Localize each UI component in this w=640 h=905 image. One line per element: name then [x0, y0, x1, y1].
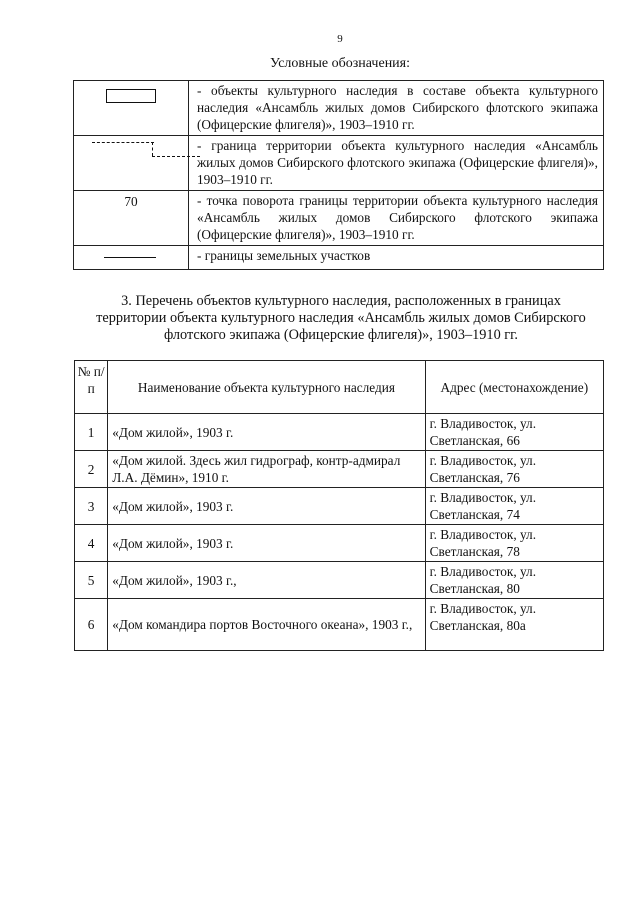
row-address: г. Владивосток, ул. Светланская, 74	[425, 488, 603, 525]
table-row	[75, 525, 604, 562]
row-address: г. Владивосток, ул. Светланская, 78	[425, 525, 603, 562]
row-num: 3	[75, 488, 108, 525]
legend-table	[73, 80, 604, 270]
row-num: 1	[75, 414, 108, 451]
table-row	[75, 414, 604, 451]
table-row	[75, 488, 604, 525]
row-num: 4	[75, 525, 108, 562]
solid-line-symbol	[104, 257, 156, 258]
table-row	[75, 451, 604, 488]
dashed-boundary-symbol	[92, 142, 154, 143]
objects-table	[74, 360, 604, 651]
table-header-row	[75, 361, 604, 414]
turning-point-symbol: 70	[74, 191, 189, 246]
header-address: Адрес (местонахождение)	[425, 361, 603, 414]
legend-row-turning-point	[74, 191, 604, 246]
legend-row-land-plots	[74, 246, 604, 270]
table-row	[75, 562, 604, 599]
legend-row-boundary	[74, 136, 604, 191]
table-row	[75, 599, 604, 651]
row-address: г. Владивосток, ул. Светланская, 80а	[425, 599, 603, 651]
row-address: г. Владивосток, ул. Светланская, 80	[425, 562, 603, 599]
legend-symbol-cell	[74, 136, 189, 191]
page-number: 9	[337, 33, 343, 45]
section-heading	[86, 293, 596, 344]
row-name: «Дом жилой. Здесь жил гидрограф, контр-адмирал Л.А. Дёмин», 1910 г.	[108, 451, 425, 488]
legend-description: - точка поворота границы территории объекта культурного наследия «Ансамбль жилых домов Сибирского флотского экипажа (Офицерские флигеля)», 1903–1910 гг.	[189, 191, 604, 246]
row-address: г. Владивосток, ул. Светланская, 76	[425, 451, 603, 488]
dashed-boundary-symbol-bottom	[152, 156, 200, 157]
section-number: 3.	[121, 293, 132, 309]
dashed-boundary-symbol-vertical	[152, 142, 153, 156]
row-name: «Дом жилой», 1903 г.,	[108, 562, 425, 599]
row-num: 6	[75, 599, 108, 651]
legend-symbol-cell	[74, 246, 189, 270]
row-name: «Дом жилой», 1903 г.	[108, 488, 425, 525]
legend-title: Условные обозначения:	[269, 56, 411, 71]
legend-description: - границы земельных участков	[189, 246, 604, 270]
legend-symbol-cell	[74, 81, 189, 136]
header-num: № п/ п	[75, 361, 108, 414]
legend-row-objects	[74, 81, 604, 136]
object-outline-symbol	[106, 89, 156, 103]
row-num: 2	[75, 451, 108, 488]
row-name: «Дом командира портов Восточного океана», 1903 г.,	[108, 599, 425, 651]
row-address: г. Владивосток, ул. Светланская, 66	[425, 414, 603, 451]
legend-description: - объекты культурного наследия в составе объекта культурного наследия «Ансамбль жилых домов Сибирского флотского экипажа (Офицерские флигеля)», 1903–1910 гг.	[189, 81, 604, 136]
legend-description: - граница территории объекта культурного наследия «Ансамбль жилых домов Сибирского флотского экипажа (Офицерские флигеля)», 1903–1910 гг.	[189, 136, 604, 191]
header-name: Наименование объекта культурного наследия	[108, 361, 425, 414]
row-num: 5	[75, 562, 108, 599]
row-name: «Дом жилой», 1903 г.	[108, 525, 425, 562]
row-name: «Дом жилой», 1903 г.	[108, 414, 425, 451]
section-title: Перечень объектов культурного наследия, расположенных в границах территории объекта культурного наследия «Ансамбль жилых домов Сибирского флотского экипажа (Офицерские флигеля)», 1903–1910 гг.	[96, 293, 586, 343]
